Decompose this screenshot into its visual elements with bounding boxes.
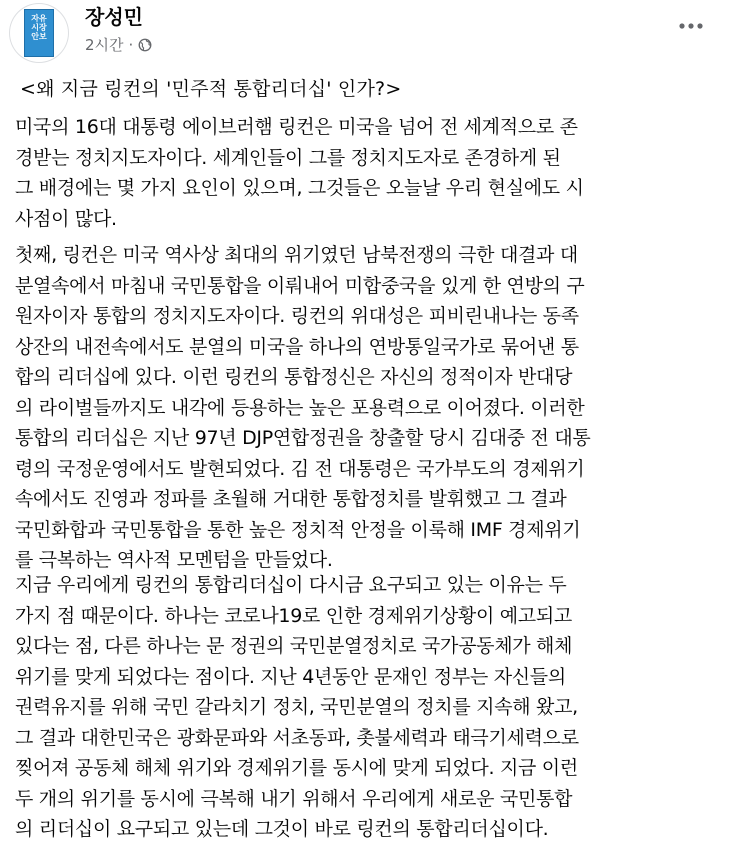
post-meta xyxy=(85,35,152,55)
post-paragraph: 첫째, 링컨은 미국 역사상 최대의 위기였던 남북전쟁의 극한 대결과 대 분열속에서 마침내 국민통합을 이뤄내어 미합중국을 있게 한 연방의 구 원자이자 통합의 정치지도자이다. 링컨의 위대성은 피비린내나는 동족 상잔의 내전속에서도 분열의 미국을 하나의 연방통일국가로 묶어낸 통 합의 리더십에 있다. 이런 링컨의 통합정신은 자신의 정적이자 반대당 의 라이벌들까지도 내각에 등용하는 높은 포용력으로 이어졌다. 이러한 통합의 리더십은 지난 97년 DJP연합정권을 창출할 당시 김대중 전 대통 령의 국정운영에서도 발현되었다. 김 전 대통령은 국가부도의 경제위기 속에서도 진영과 정파를 초월해 거대한 통합정치를 발휘했고 그 결과 국민화합과 국민통합을 통한 높은 정치적 안정을 이룩해 IMF 경제위기 를 극복하는 역사적 모멘텀을 만들었다. xyxy=(15,244,591,571)
avatar-book-line: 안보 xyxy=(31,32,47,41)
post-headline: <왜 지금 링컨의 '민주적 통합리더십' 인가?> xyxy=(20,78,402,100)
globe-icon[interactable] xyxy=(138,38,152,52)
more-options-button[interactable] xyxy=(676,14,706,38)
avatar-book-line: 자유 xyxy=(31,14,47,23)
author-name[interactable]: 장성민 xyxy=(85,5,143,29)
more-options-icon xyxy=(679,23,703,29)
meta-separator: · xyxy=(128,36,134,54)
post-paragraph: 미국의 16대 대통령 에이브러햄 링컨은 미국을 넘어 전 세계적으로 존 경받는 정치지도자이다. 세계인들이 그를 정치지도자로 존경하게 된 그 배경에는 몇 가지 요인이 있으며, 그것들은 오늘날 우리 현실에도 시 사점이 많다. xyxy=(15,116,584,230)
post-timestamp[interactable]: 2시간 xyxy=(85,36,124,54)
post-header xyxy=(0,0,730,70)
avatar-book-cover xyxy=(24,9,54,57)
avatar-book-line: 시장 xyxy=(31,23,47,32)
avatar[interactable] xyxy=(10,4,68,62)
post-paragraph: 지금 우리에게 링컨의 통합리더십이 다시금 요구되고 있는 이유는 두 가지 점 때문이다. 하나는 코로나19로 인한 경제위기상황이 예고되고 있다는 점, 다른 하나는 문 정권의 국민분열정치로 국가공동체가 해체 위기를 맞게 되었다는 점이다. 지난 4년동안 문재인 정부는 자신들의 권력유지를 위해 국민 갈라치기 정치, 국민분열의 정치를 지속해 왔고, 그 결과 대한민국은 광화문파와 서초동파, 촛불세력과 태극기세력으로 찢어져 공동체 해체 위기와 경제위기를 동시에 맞게 되었다. 지금 이런 두 개의 위기를 동시에 극복해 내기 위해서 우리에게 새로운 국민통합 의 리더십이 요구되고 있는데 그것이 바로 링컨의 통합리더십이다. xyxy=(15,574,579,840)
